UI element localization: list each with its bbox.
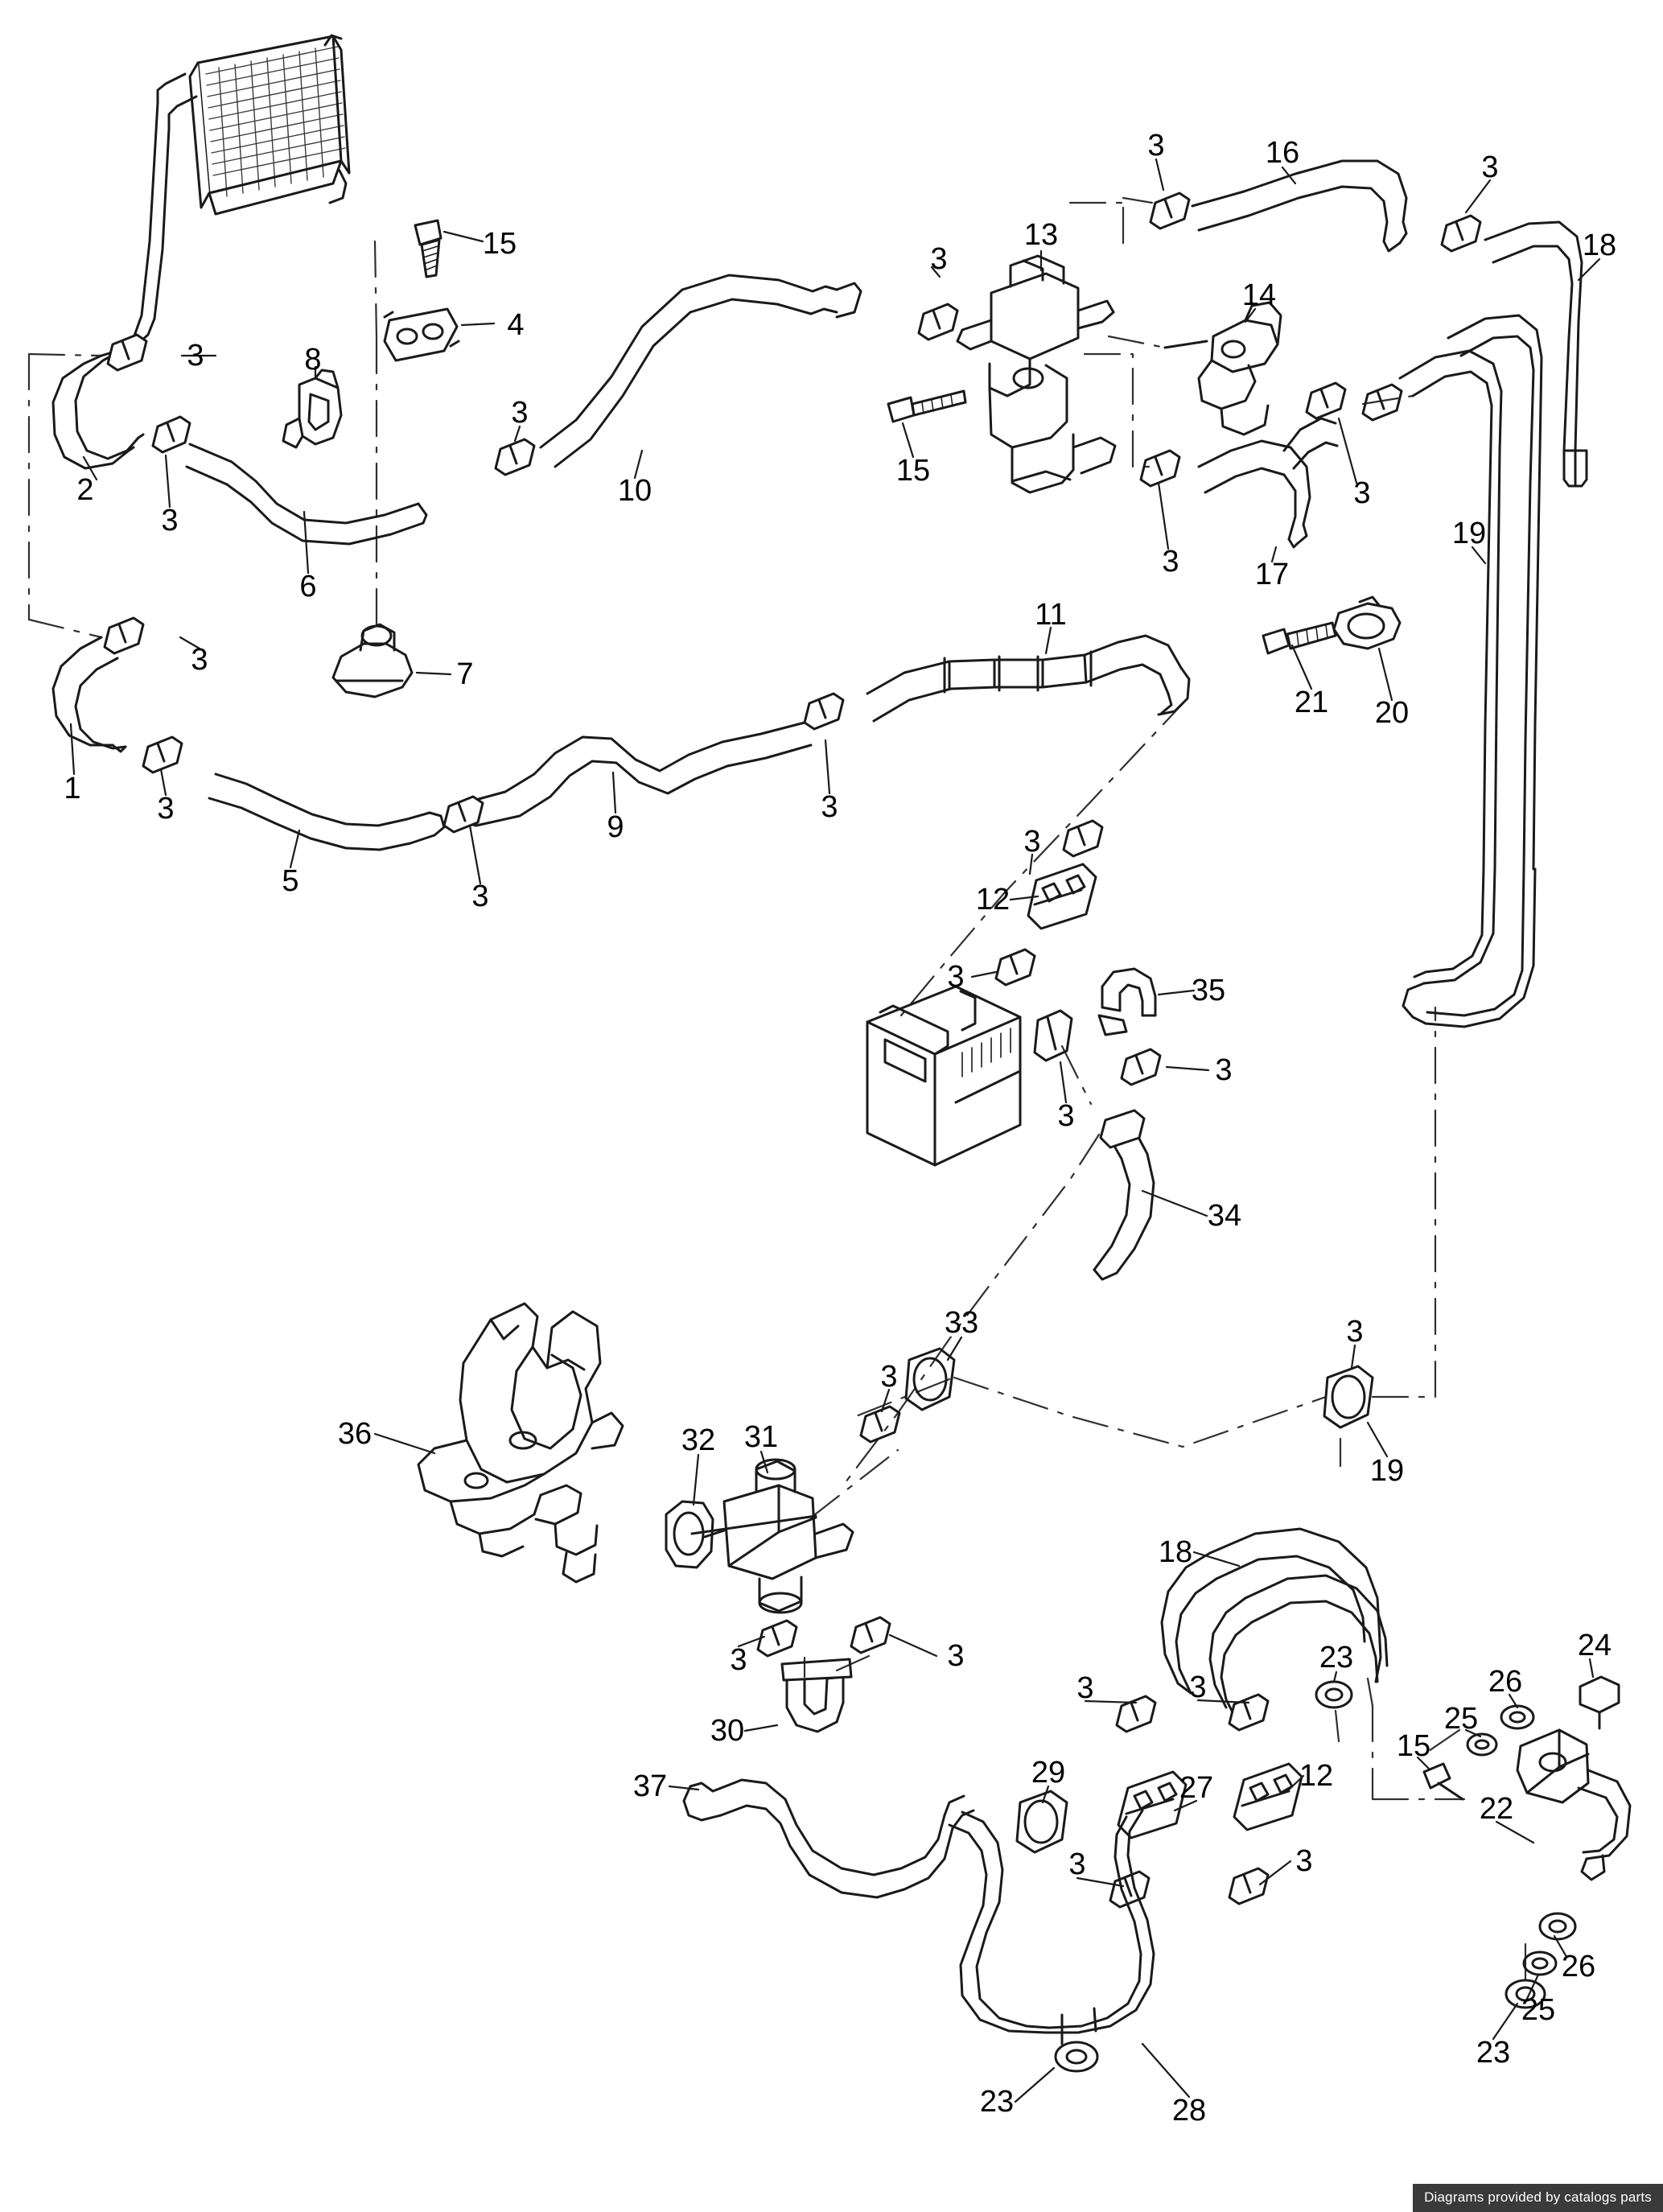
callout-23: 23 xyxy=(1319,1641,1354,1674)
callout-3: 3 xyxy=(1147,129,1165,163)
clamp-14 xyxy=(1307,383,1345,418)
callout-33: 33 xyxy=(944,1306,979,1340)
clamp-29 xyxy=(1017,1791,1067,1852)
bolt-21 xyxy=(1263,623,1336,653)
callout-21: 21 xyxy=(1294,686,1329,719)
fastener-25-lower xyxy=(1524,1952,1556,1975)
callout-9: 9 xyxy=(607,810,624,844)
callout-3: 3 xyxy=(947,960,965,994)
callout-32: 32 xyxy=(681,1423,716,1457)
callout-3: 3 xyxy=(1353,476,1371,510)
clamp-19-lower xyxy=(1324,1366,1373,1427)
callout-19: 19 xyxy=(1369,1454,1405,1488)
clamp-35 xyxy=(1122,1049,1160,1085)
callout-34: 34 xyxy=(1207,1199,1242,1233)
callout-12: 12 xyxy=(1299,1759,1334,1793)
ecu-module xyxy=(867,987,1020,1165)
callout-3: 3 xyxy=(1295,1844,1313,1878)
callout-22: 22 xyxy=(1479,1792,1514,1826)
callout-19: 19 xyxy=(1451,517,1487,550)
callout-3: 3 xyxy=(930,242,948,276)
elbow-35 xyxy=(1099,969,1155,1035)
gasket-32 xyxy=(666,1501,713,1567)
clamp-27-b xyxy=(1229,1695,1268,1730)
clamp-13 xyxy=(919,304,957,340)
fastener-24 xyxy=(1580,1677,1619,1728)
callout-12: 12 xyxy=(975,883,1011,917)
clamp-33 xyxy=(906,1349,954,1410)
callout-23: 23 xyxy=(979,2085,1015,2119)
housing-31 xyxy=(705,1460,853,1613)
callout-4: 4 xyxy=(507,308,525,342)
clamp-20 xyxy=(1334,597,1400,649)
callout-24: 24 xyxy=(1577,1629,1612,1662)
callout-2: 2 xyxy=(76,473,94,507)
callout-23: 23 xyxy=(1476,2036,1511,2070)
callout-18: 18 xyxy=(1582,229,1617,262)
clamp-12-lower xyxy=(996,949,1035,985)
plug-7 xyxy=(333,624,412,697)
hose-10 xyxy=(541,275,861,467)
bolt-15-top xyxy=(415,220,441,277)
grommet-23-b xyxy=(1056,2042,1097,2071)
callout-26: 26 xyxy=(1561,1950,1596,1983)
callout-27: 27 xyxy=(1179,1771,1214,1805)
callout-10: 10 xyxy=(617,474,652,508)
fastener-26-lower xyxy=(1540,1913,1575,1939)
clamp-group-top-left xyxy=(108,335,190,452)
callout-3: 3 xyxy=(821,790,838,824)
hose-37 xyxy=(684,1780,974,1897)
callout-29: 29 xyxy=(1031,1756,1066,1790)
connector-27 xyxy=(1118,1772,1186,1838)
hose-11 xyxy=(867,636,1189,721)
callout-3: 3 xyxy=(1189,1670,1207,1704)
callout-3: 3 xyxy=(471,879,489,913)
clamp-5-left xyxy=(143,737,182,772)
gasket-4 xyxy=(385,309,459,360)
callout-3: 3 xyxy=(511,396,529,430)
callout-31: 31 xyxy=(743,1420,779,1454)
callout-3: 3 xyxy=(1215,1053,1233,1087)
callout-3: 3 xyxy=(191,643,208,677)
fastener-26-upper xyxy=(1501,1706,1533,1728)
callout-28: 28 xyxy=(1171,2094,1207,2128)
hose-34 xyxy=(1094,1110,1154,1279)
callout-15: 15 xyxy=(482,227,517,261)
hose-5 xyxy=(209,774,444,850)
callout-3: 3 xyxy=(1076,1671,1094,1705)
callout-15: 15 xyxy=(1396,1729,1431,1763)
callout-25: 25 xyxy=(1443,1702,1479,1736)
pipes-19 xyxy=(1400,315,1542,869)
hose-6 xyxy=(187,444,426,544)
callout-30: 30 xyxy=(710,1714,745,1748)
hose-9 xyxy=(460,723,811,826)
grommet-23-a xyxy=(1316,1682,1352,1707)
callout-16: 16 xyxy=(1265,136,1300,170)
bracket-36 xyxy=(418,1304,623,1582)
callout-5: 5 xyxy=(282,864,299,898)
callout-3: 3 xyxy=(1023,825,1041,859)
callout-3: 3 xyxy=(1068,1847,1086,1881)
bolt-15-valve xyxy=(888,391,965,422)
clamp-12-upper xyxy=(1064,821,1102,856)
callout-8: 8 xyxy=(304,343,322,377)
bolt-15-right xyxy=(1424,1764,1463,1799)
callout-3: 3 xyxy=(157,792,175,826)
clamp-16-left xyxy=(1151,193,1189,229)
callout-3: 3 xyxy=(1162,545,1179,579)
callout-3: 3 xyxy=(730,1643,747,1677)
hose-17 xyxy=(1199,418,1337,547)
callout-35: 35 xyxy=(1191,974,1226,1007)
clamp-30-right xyxy=(851,1617,890,1653)
callout-20: 20 xyxy=(1374,696,1410,730)
callout-17: 17 xyxy=(1254,558,1290,591)
heater-core xyxy=(101,35,349,356)
callout-3: 3 xyxy=(947,1639,965,1673)
callout-6: 6 xyxy=(299,570,317,603)
hose-16 xyxy=(1192,161,1406,251)
watermark-label: Diagrams provided by catalogs parts xyxy=(1413,2184,1663,2212)
elbow-30 xyxy=(782,1659,851,1732)
clamp-27-c xyxy=(1110,1872,1149,1907)
callout-11: 11 xyxy=(1035,598,1067,632)
callout-3: 3 xyxy=(880,1360,898,1394)
callout-3: 3 xyxy=(1481,150,1499,184)
bracket-8 xyxy=(283,370,341,447)
clamp-27-d xyxy=(1229,1868,1268,1904)
clamp-1-top xyxy=(105,618,143,653)
callout-14: 14 xyxy=(1241,278,1277,312)
part-14 xyxy=(1165,303,1281,435)
clamp-hose10 xyxy=(496,439,534,475)
callout-26: 26 xyxy=(1488,1665,1523,1699)
clamp-16-right xyxy=(1442,216,1480,251)
part-22 xyxy=(1517,1730,1630,1880)
callout-3: 3 xyxy=(1346,1315,1364,1349)
callout-7: 7 xyxy=(456,657,474,691)
callout-37: 37 xyxy=(632,1769,668,1803)
callout-15: 15 xyxy=(895,454,931,488)
callout-3: 3 xyxy=(161,504,179,538)
clamp-5-right xyxy=(444,797,483,832)
valve-13 xyxy=(957,256,1115,492)
fastener-25-upper xyxy=(1467,1734,1496,1755)
callout-36: 36 xyxy=(337,1417,373,1451)
callout-25: 25 xyxy=(1521,1993,1556,2027)
callout-1: 1 xyxy=(64,772,81,805)
callout-3: 3 xyxy=(187,339,204,373)
connector-12-lower xyxy=(1234,1764,1302,1830)
callout-3: 3 xyxy=(1057,1099,1075,1133)
callout-13: 13 xyxy=(1023,218,1059,252)
clamp-17 xyxy=(1141,451,1179,486)
clamp-30-left xyxy=(758,1621,797,1656)
callout-18: 18 xyxy=(1158,1535,1193,1569)
hose-2 xyxy=(53,351,143,468)
clamp-11-left xyxy=(805,694,843,729)
pipes-19-lower xyxy=(1403,869,1535,1027)
